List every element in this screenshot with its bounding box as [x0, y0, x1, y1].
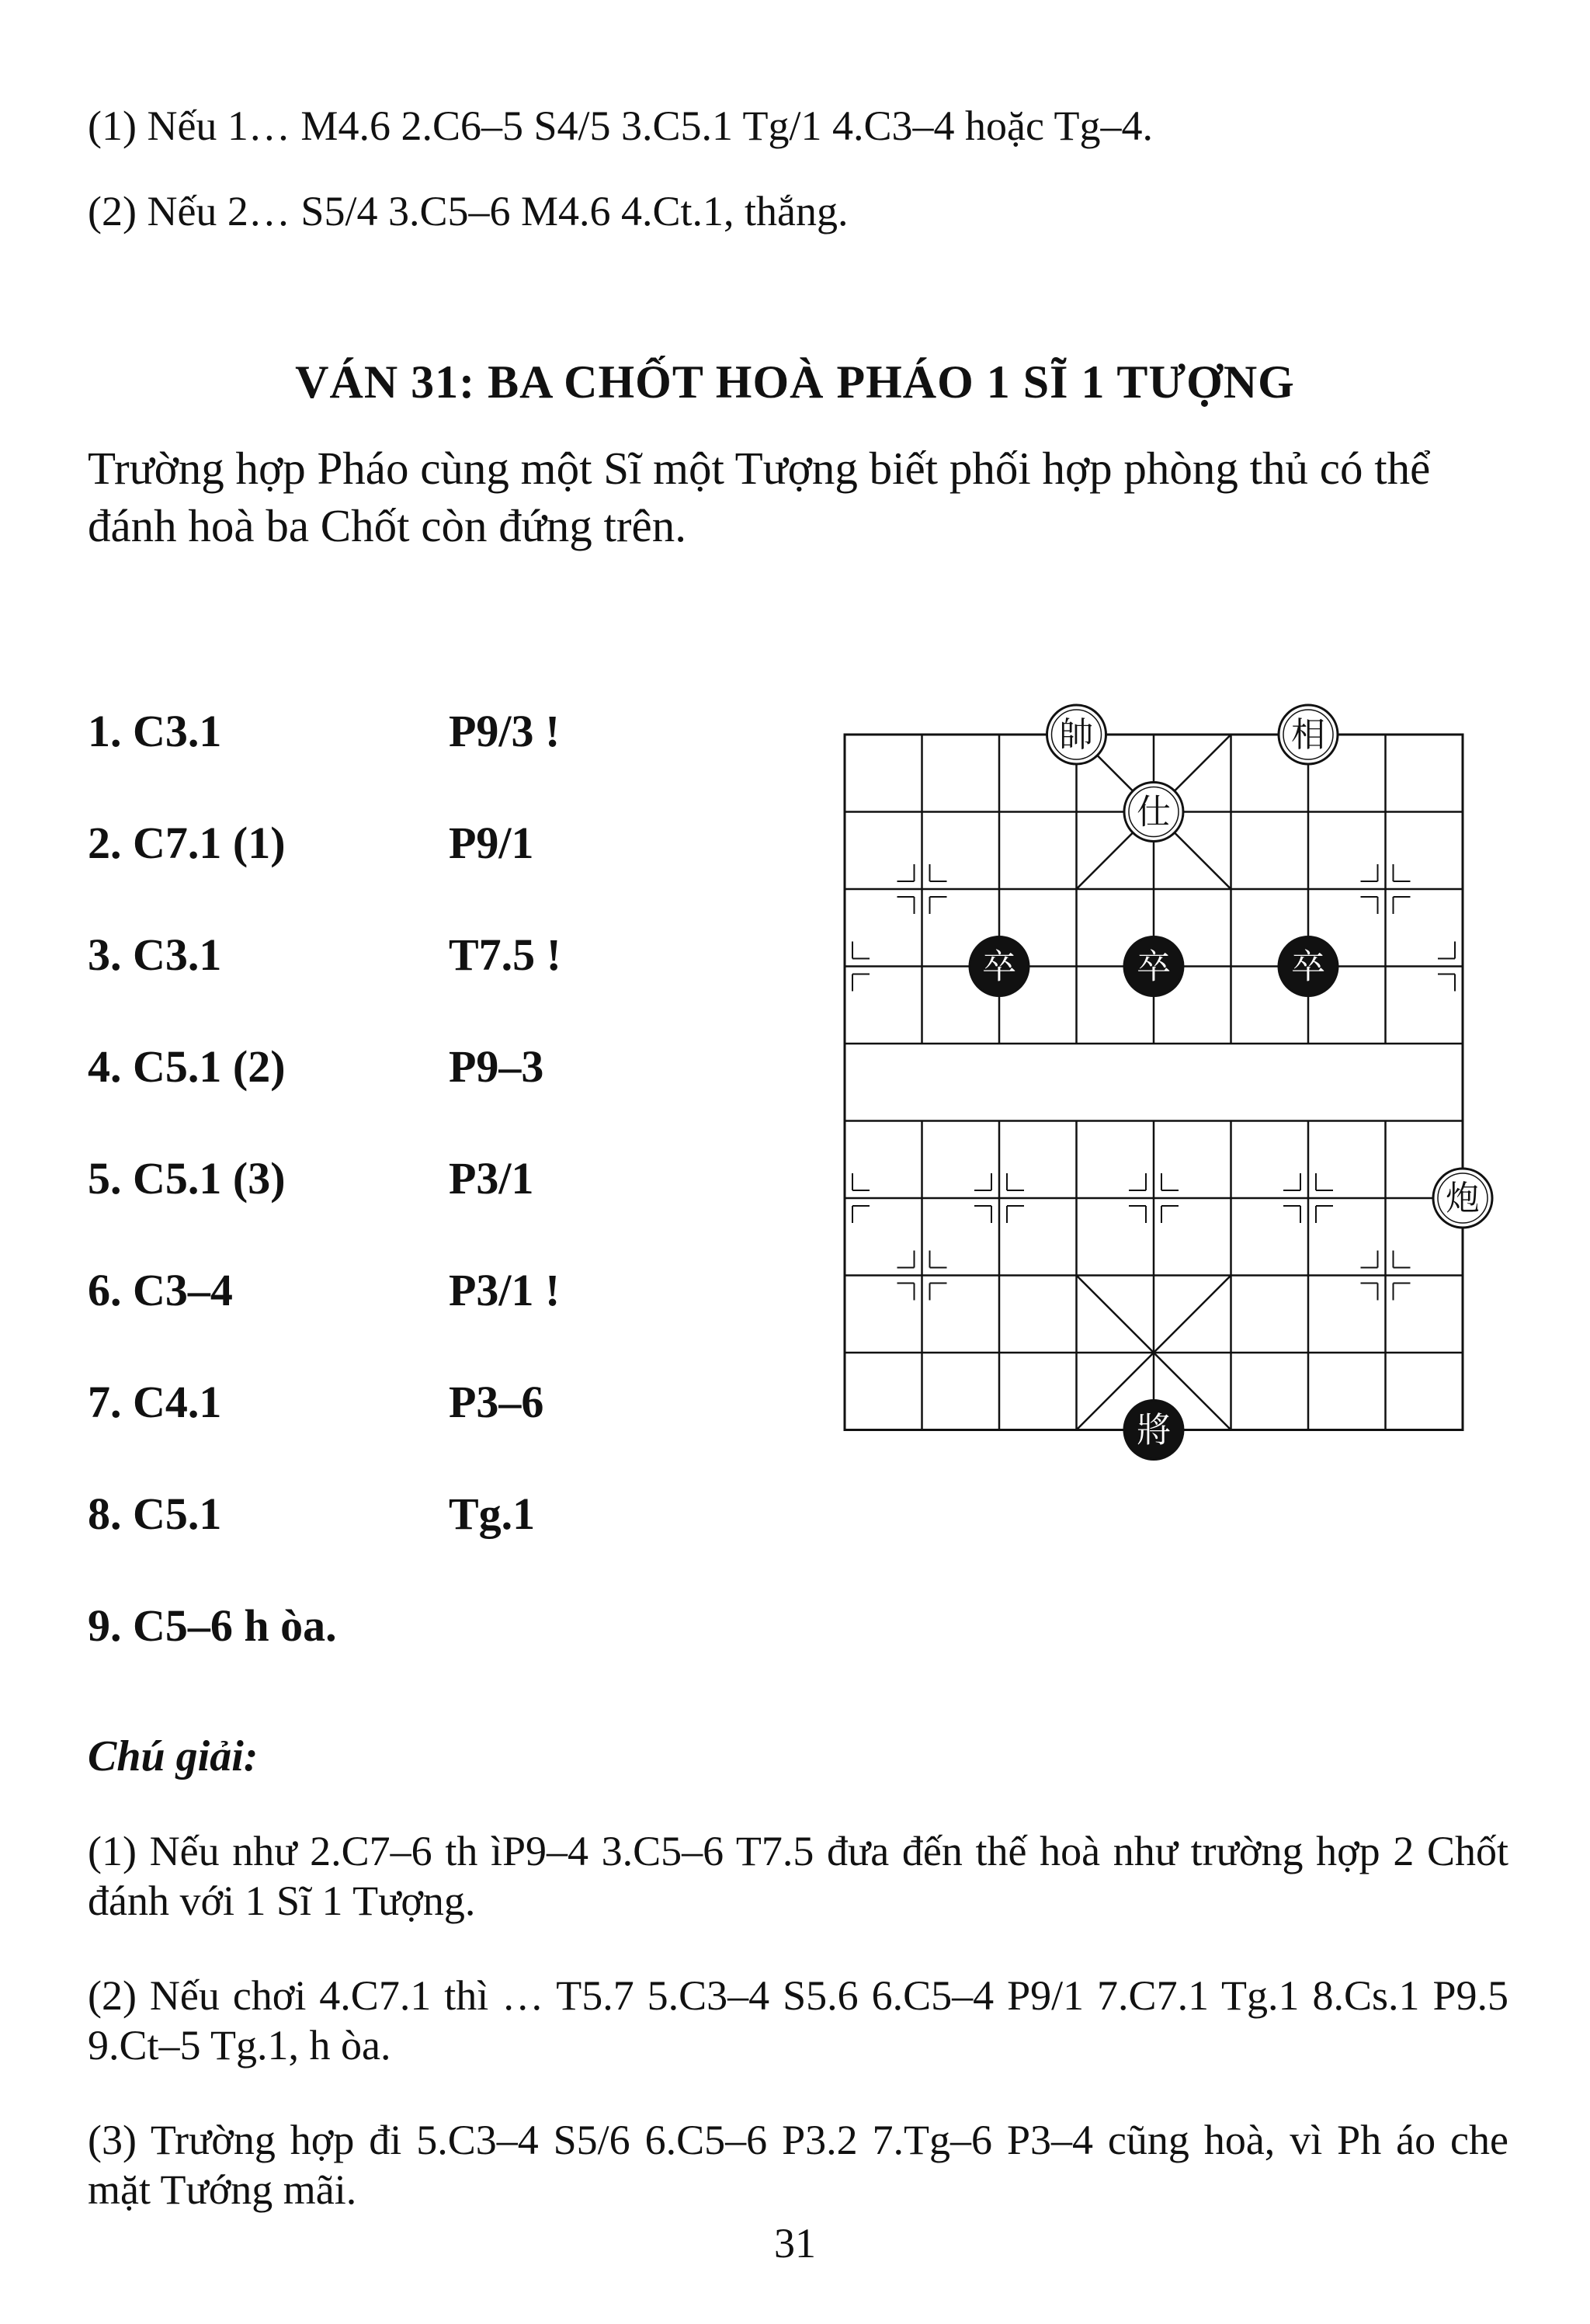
- move-red: 8. C5.1: [88, 1489, 222, 1539]
- move-red: 1. C3.1: [88, 706, 222, 756]
- move-black: P9/1: [449, 818, 534, 868]
- note-2: (2) Nếu chơi 4.C7.1 thì … T5.7 5.C3–4 S5.6 6.C5–4 P9/1 7.C7.1 Tg.1 8.Cs.1 P9.5 9.Ct–5 Tg.1, h òa.: [88, 1972, 1508, 2069]
- piece: [1124, 783, 1183, 842]
- piece: [1279, 705, 1338, 764]
- move-red: 6. C3–4: [88, 1265, 233, 1315]
- piece-label: 仕: [1137, 792, 1171, 832]
- move-black: T7.5 !: [449, 929, 561, 980]
- move-black: Tg.1: [449, 1489, 536, 1539]
- move-black: P3/1: [449, 1153, 534, 1204]
- piece-label: 卒: [1137, 947, 1171, 987]
- piece: [1124, 937, 1183, 996]
- game-title: VÁN 31: BA CHỐT HOÀ PHÁO 1 SĨ 1 TƯỢNG: [295, 356, 1295, 408]
- notes-heading: Chú giải:: [88, 1732, 259, 1780]
- note-3: (3) Trường hợp đi 5.C3–4 S5/6 6.C5–6 P3.2 7.Tg–6 P3–4 cũng hoà, vì Ph áo che mặt Tướng mãi.: [88, 2117, 1508, 2213]
- top-note-2: (2) Nếu 2… S5/4 3.C5–6 M4.6 4.Ct.1, thắng.: [88, 188, 849, 234]
- piece-label: 卒: [1291, 947, 1325, 987]
- piece: [1047, 705, 1106, 764]
- piece: [1279, 937, 1338, 996]
- move-red: 9. C5–6 h òa.: [88, 1600, 337, 1651]
- move-black: P3/1 !: [449, 1265, 561, 1315]
- piece-label: 卒: [982, 947, 1016, 987]
- piece-label: 炮: [1446, 1179, 1480, 1218]
- piece: [1124, 1401, 1183, 1460]
- piece: [1433, 1169, 1492, 1228]
- move-black: P9–3: [449, 1041, 544, 1092]
- piece-label: 相: [1291, 715, 1325, 755]
- intro-paragraph: Trường hợp Pháo cùng một Sĩ một Tượng biết phối hợp phòng thủ có thể đánh hoà ba Chốt còn đứng trên.: [88, 443, 1431, 551]
- note-1: (1) Nếu như 2.C7–6 th ìP9–4 3.C5–6 T7.5 đưa đến thế hoà như trường hợp 2 Chốt đánh với 1 Sĩ 1 Tượng.: [88, 1828, 1508, 1924]
- piece: [970, 937, 1029, 996]
- move-red: 4. C5.1 (2): [88, 1041, 286, 1092]
- top-note-1: (1) Nếu 1… M4.6 2.C6–5 S4/5 3.C5.1 Tg/1 4.C3–4 hoặc Tg–4.: [88, 102, 1153, 149]
- page-number: 31: [774, 2220, 816, 2267]
- move-black: P9/3 !: [449, 706, 561, 756]
- move-red: 7. C4.1: [88, 1377, 222, 1427]
- move-red: 5. C5.1 (3): [88, 1153, 286, 1204]
- move-black: P3–6: [449, 1377, 544, 1427]
- piece-label: 將: [1137, 1410, 1171, 1450]
- piece-label: 帥: [1059, 715, 1094, 755]
- move-red: 3. C3.1: [88, 929, 222, 980]
- move-red: 2. C7.1 (1): [88, 818, 286, 868]
